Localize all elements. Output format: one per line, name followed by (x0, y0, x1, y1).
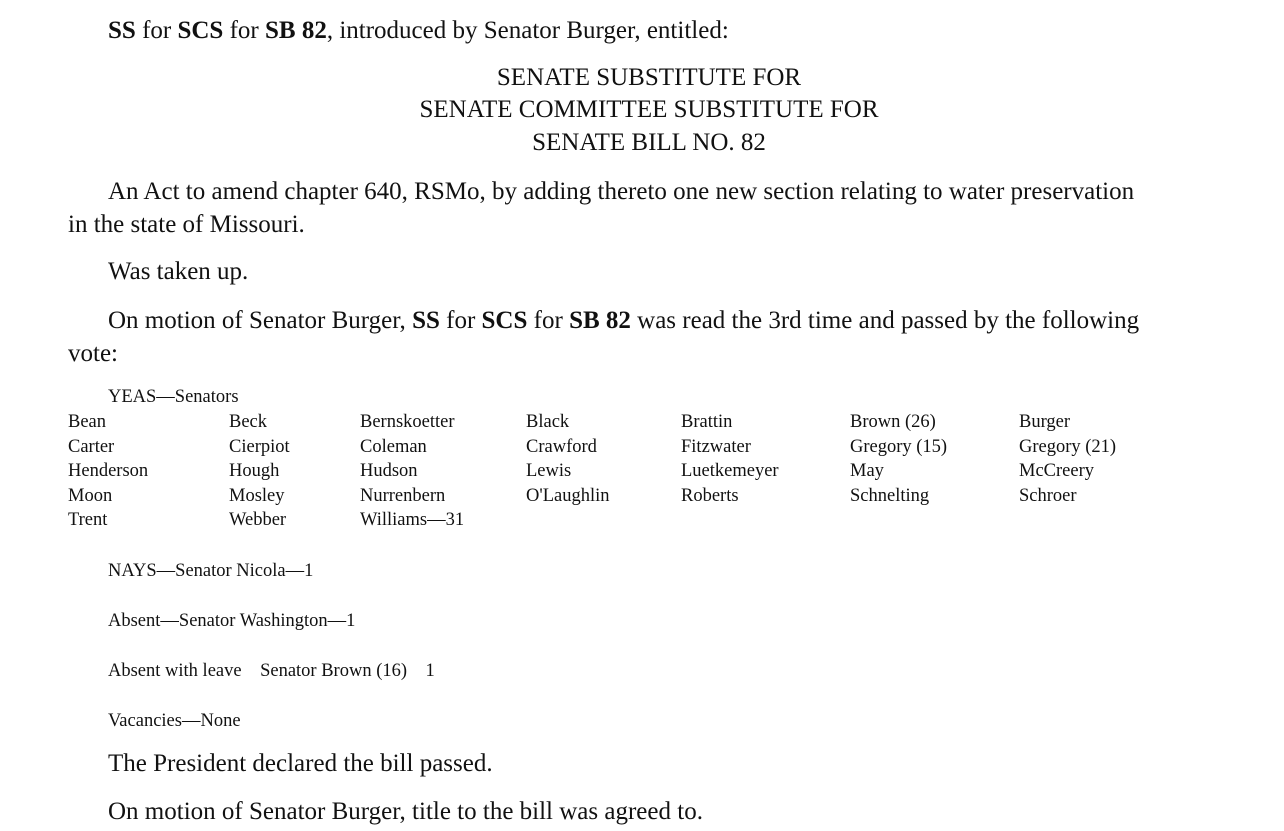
bill-passed-declaration: The President declared the bill passed. (108, 750, 493, 777)
yea-senator: Schnelting (850, 486, 930, 506)
yea-senator: Fitzwater (681, 437, 751, 457)
yeas-row (68, 459, 1248, 483)
yea-senator: Trent (68, 510, 108, 530)
sb-number: SB 82 (265, 17, 327, 44)
yea-senator: Williams—31 (360, 510, 465, 530)
yea-senator: Hough (229, 461, 280, 481)
motion-post: was read the 3rd time and passed by the following (630, 307, 1140, 334)
motion-ss: SS (412, 307, 440, 334)
yeas-row (68, 508, 1248, 532)
absent-with-leave-line: Absent with leave Senator Brown (16) 1 (108, 661, 435, 681)
motion-line-1 (108, 304, 1139, 337)
yea-senator: McCreery (1019, 461, 1094, 481)
yea-senator: Gregory (15) (850, 437, 948, 457)
yea-senator: Cierpiot (229, 437, 290, 457)
yeas-heading: YEAS—Senators (108, 387, 239, 407)
yea-senator: Mosley (229, 486, 285, 506)
yeas-row (68, 435, 1248, 459)
yea-senator: Lewis (526, 461, 572, 481)
motion-pre: On motion of Senator Burger, (108, 307, 413, 334)
header-for-1: for (135, 17, 178, 44)
yea-senator: Gregory (21) (1019, 437, 1117, 457)
yea-senator: Beck (229, 412, 268, 432)
yea-senator: O'Laughlin (526, 486, 610, 506)
motion-sb: SB 82 (569, 307, 631, 334)
taken-up-text: Was taken up. (108, 258, 249, 285)
yea-senator: Schroer (1019, 486, 1077, 506)
header-introduced-text: , introduced by Senator Burger, entitled: (326, 17, 729, 44)
yea-senator: Moon (68, 486, 113, 506)
bill-header-line (108, 14, 729, 47)
vacancies-line: Vacancies—None (108, 711, 241, 731)
scs-abbrev: SCS (177, 17, 224, 44)
yea-senator: Burger (1019, 412, 1071, 432)
yea-senator: May (850, 461, 884, 481)
header-for-2: for (223, 17, 265, 44)
nays-line: NAYS—Senator Nicola—1 (108, 561, 314, 581)
yea-senator: Black (526, 412, 570, 432)
yeas-row (68, 410, 1248, 434)
yea-senator: Bean (68, 412, 107, 432)
title-line-3: SENATE BILL NO. 82 (532, 129, 766, 156)
act-description-line-2: in the state of Missouri. (68, 211, 305, 238)
yea-senator: Henderson (68, 461, 149, 481)
yea-senator: Coleman (360, 437, 427, 457)
motion-line-2: vote: (68, 340, 118, 367)
title-line-2: SENATE COMMITTEE SUBSTITUTE FOR (419, 96, 879, 123)
act-description-line-1: An Act to amend chapter 640, RSMo, by adding thereto one new section relating to water preservation (108, 178, 1135, 205)
yea-senator: Brattin (681, 412, 733, 432)
yea-senator: Luetkemeyer (681, 461, 779, 481)
yea-senator: Webber (229, 510, 287, 530)
motion-scs: SCS (481, 307, 528, 334)
title-agreed-line: On motion of Senator Burger, title to the bill was agreed to. (108, 798, 703, 825)
title-line-1: SENATE SUBSTITUTE FOR (496, 64, 802, 91)
yea-senator: Carter (68, 437, 115, 457)
yea-senator: Bernskoetter (360, 412, 455, 432)
yea-senator: Nurrenbern (360, 486, 446, 506)
motion-for-2: for (527, 307, 570, 334)
ss-abbrev: SS (108, 17, 136, 44)
yea-senator: Brown (26) (850, 412, 936, 432)
yea-senator: Roberts (681, 486, 739, 506)
absent-line: Absent—Senator Washington—1 (108, 611, 356, 631)
yea-senator: Hudson (360, 461, 418, 481)
yeas-row (68, 484, 1248, 508)
yea-senator: Crawford (526, 437, 597, 457)
motion-for-1: for (439, 307, 482, 334)
